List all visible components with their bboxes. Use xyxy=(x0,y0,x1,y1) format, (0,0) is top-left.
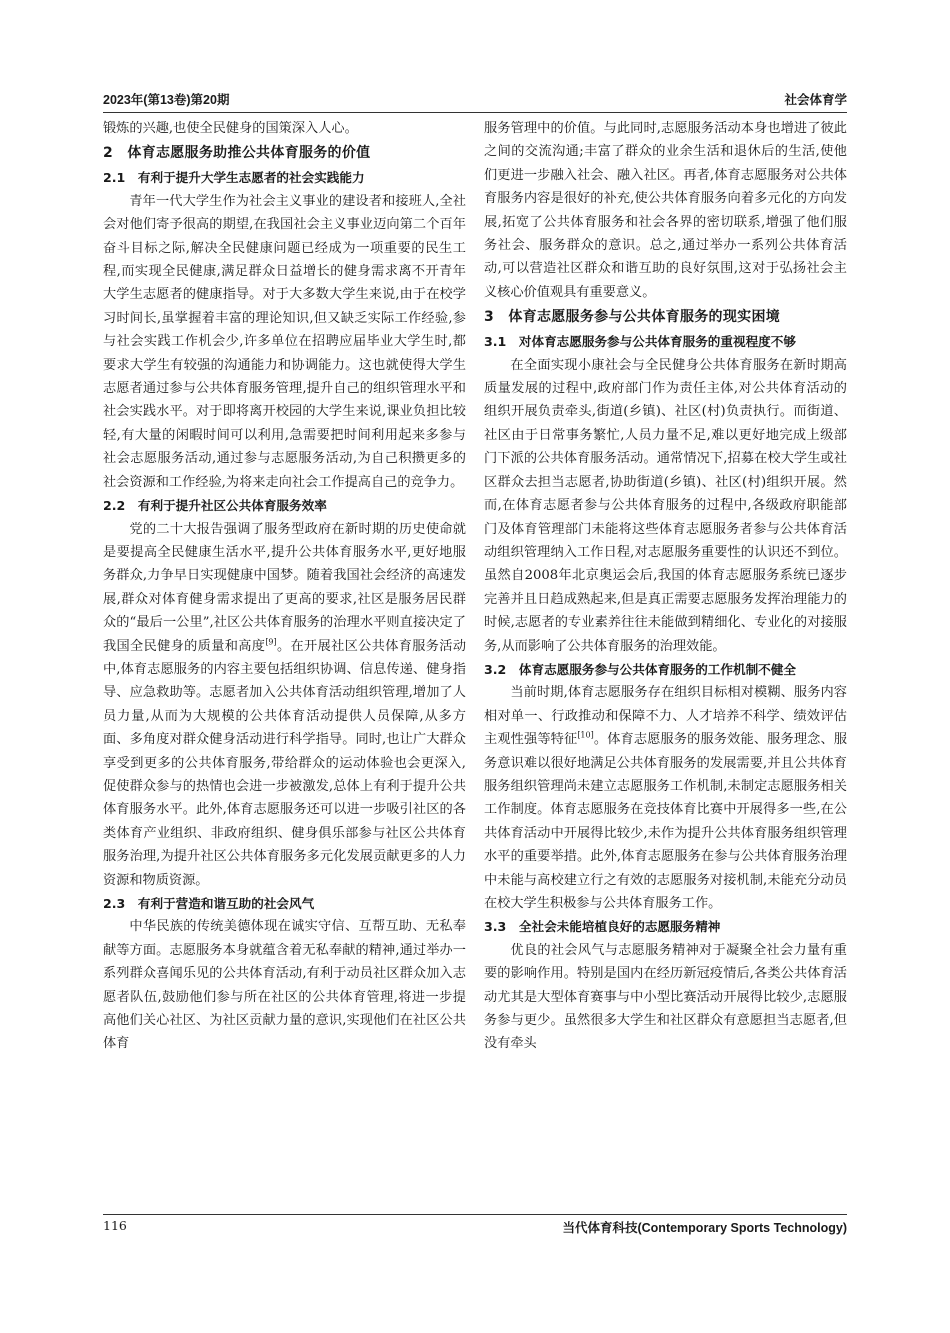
continued-paragraph: 服务管理中的价值。与此同时,志愿服务活动本身也增进了彼此之间的交流沟通;丰富了群众的业余生活和退休后的生活,使他们更进一步融入社会、融入社区。再者,体育志愿服务对公共体育服务内容是很好的补充,使公共体育服务向着多元化的方向发展,拓宽了公共体育服务和社会各界的密切联系,增强了他们服务社会、服务群众的意识。总之,通过举办一系列公共体育活动,可以营造社区群众和谐互助的良好氛围,这对于弘扬社会主义核心价值观具有重要意义。 xyxy=(484,121,847,300)
journal-name: 当代体育科技(Contemporary Sports Technology) xyxy=(562,1221,847,1235)
subsection-heading-3-2: 3.2 体育志愿服务参与公共体育服务的工作机制不健全 xyxy=(484,661,796,677)
subsection-heading-2-3: 2.3 有利于营造和谐互助的社会风气 xyxy=(103,896,315,911)
right-column xyxy=(484,117,847,1210)
paragraph-2-1: 青年一代大学生作为社会主义事业的建设者和接班人,全社会对他们寄予很高的期望,在我国社会主义事业迈向第二个百年奋斗目标之际,解决全民健康问题已经成为一项重要的民生工程,而实现全民健康,满足群众日益增长的健身需求离不开青年大学生志愿者的健康指导。对于大多数大学生来说,由于在校学习时间长,虽掌握着丰富的理论知识,但又缺乏实际工作经验,参与社会实践工作机会少,许多单位在招聘应届毕业大学生时,都要求大学生有较强的沟通能力和协调能力。这也就使得大学生志愿者通过参与公共体育服务管理,提升自己的组织管理水平和社会实践水平。对于即将离开校园的大学生来说,课业负担比较轻,有大量的闲暇时间可以利用,急需要把时间利用起来多参与社会志愿服务活动,通过参与志愿服务活动,为自己积攒更多的社会资源和工作经验,为将来走向社会工作提高自己的竞争力。 xyxy=(103,193,466,490)
subsection-heading-2-1: 2.1 有利于提升大学生志愿者的社会实践能力 xyxy=(103,170,365,186)
paragraph-2-2 xyxy=(103,518,466,893)
paragraph-3-2-part-a: 当前时期,体育志愿服务存在组织目标相对模糊、服务内容相对单一、行政推动和保障不力、人才培养不科学、绩效评估主观性强等特征 xyxy=(484,685,847,748)
paragraph-3-1: 在全面实现小康社会与全民健身公共体育服务在新时期高质量发展的过程中,政府部门作为责任主体,对公共体育活动的组织开展负责牵头,街道(乡镇)、社区(村)负责执行。而街道、社区由于日常事务繁忙,人员力量不足,难以更好地完成上级部门下派的公共体育服务活动。通常情况下,招募在校大学生或社区群众去担当志愿者,协助街道(乡镇)、社区(村)组织开展。然而,在体育志愿者参与公共体育服务的过程中,各级政府职能部门及体育管理部门未能将这些体育志愿服务者参与公共体育活动组织管理纳入工作日程,对志愿服务重要性的认识还不到位。虽然自2008年北京奥运会后,我国的体育志愿服务系统已逐步完善并且日趋成熟起来,但是真正需要志愿服务发挥治理能力的时候,志愿者的专业素养往往未能做到精细化、专业化的对接服务,从而影响了公共体育服务的治理效能。 xyxy=(484,357,847,654)
subsection-heading-3-3: 3.3 全社会未能培植良好的志愿服务精神 xyxy=(484,919,721,935)
paragraph-3-3: 优良的社会风气与志愿服务精神对于凝聚全社会力量有重要的影响作用。特别是国内在经历新冠疫情后,各类公共体育活动尤其是大型体育赛事与中小型比赛活动开展得比较少,志愿服务参与更少。虽然很多大学生和社区群众有意愿担当志愿者,但没有牵头 xyxy=(484,942,847,1052)
paragraph-2-2-part-b: 。在开展社区公共体育服务活动中,体育志愿服务的内容主要包括组织协调、信息传递、健身指导、应急救助等。志愿者加入公共体育活动组织管理,增加了人员力量,从而为大规模的公共体育活动提供人员保障,从多方面、多角度对群众健身活动进行科学指导。同时,也让广大群众享受到更多的公共体育服务,带给群众的运动体验也会更深入,促使群众参与的热情也会进一步被激发,总体上有利于提升公共体育服务水平。此外,体育志愿服务还可以进一步吸引社区的各类体育产业组织、非政府组织、健身俱乐部参与社区公共体育服务治理,为提升社区公共体育服务多元化发展贡献更多的人力资源和物质资源。 xyxy=(103,638,466,888)
continued-paragraph: 锻炼的兴趣,也使全民健身的国策深入人心。 xyxy=(103,121,358,136)
running-header xyxy=(103,90,847,112)
issue-info: 2023年(第13卷)第20期 xyxy=(103,93,230,107)
section-heading-2: 2 体育志愿服务助推公共体育服务的价值 xyxy=(103,145,371,162)
citation-9: [9] xyxy=(265,637,277,647)
page-number: 116 xyxy=(103,1218,127,1233)
subsection-heading-2-2: 2.2 有利于提升社区公共体育服务效率 xyxy=(103,498,327,514)
paragraph-3-2-part-b: 。体育志愿服务的服务效能、服务理念、服务意识难以很好地满足公共体育服务的发展需要,并且公共体育服务组织管理尚未建立志愿服务工作机制,未制定志愿服务相关工作制度。体育志愿服务在竞技体育比赛中开展得多一些,在公共体育活动中开展得比较少,未作为提升公共体育服务组织管理水平的重要举措。此外,体育志愿服务在参与公共体育服务治理中未能与高校建立行之有效的志愿服务对接机制,未能充分动员在校大学生积极参与公共体育服务工作。 xyxy=(484,732,847,911)
paragraph-2-2-part-a: 党的二十大报告强调了服务型政府在新时期的历史使命就是要提高全民健康生活水平,提升公共体育服务水平,更好地服务群众,力争早日实现健康中国梦。随着我国社会经济的高速发展,群众对体育健身需求提出了更高的要求,社区是服务居民群众的“最后一公里”,社区公共体育服务的治理水平则直接决定了我国全民健身的质量和高度 xyxy=(103,521,466,654)
running-footer xyxy=(103,1218,847,1238)
citation-10: [10] xyxy=(577,730,594,740)
section-heading-3: 3 体育志愿服务参与公共体育服务的现实困境 xyxy=(484,309,781,326)
header-divider xyxy=(103,112,847,113)
paragraph-2-3: 中华民族的传统美德体现在诚实守信、互帮互助、无私奉献等方面。志愿服务本身就蕴含着无私奉献的精神,通过举办一系列群众喜闻乐见的公共体育活动,有利于动员社区群众加入志愿者队伍,鼓励他们参与所在社区的公共体育管理,将进一步提高他们关心社区、为社区贡献力量的意识,实现他们在社区公共体育 xyxy=(103,919,466,1052)
section-name: 社会体育学 xyxy=(784,93,847,107)
subsection-heading-3-1: 3.1 对体育志愿服务参与公共体育服务的重视程度不够 xyxy=(484,334,796,350)
footer-divider xyxy=(103,1214,847,1215)
left-column xyxy=(103,117,466,1210)
paragraph-3-2 xyxy=(484,681,847,915)
